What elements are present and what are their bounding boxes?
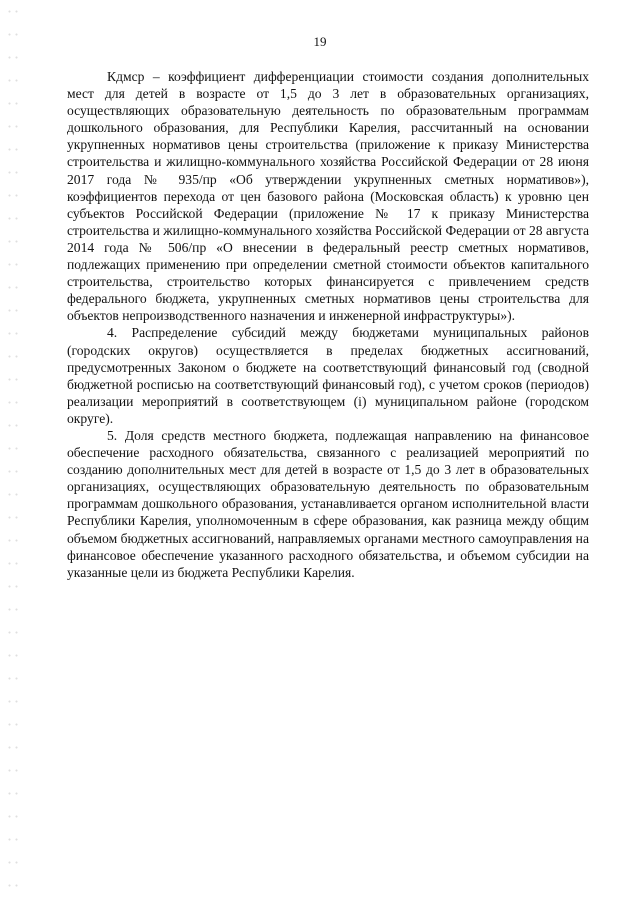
paragraph-item-5: 5. Доля средств местного бюджета, подлежащая направлению на финансовое обеспечение расходного обязательства, связанного с реализацией мероприятий по созданию дополнительных мест для детей в возрасте от 1,5 до 3 лет в образовательных организациях, осуществляющих образовательную деятельность по образовательным программам дошкольного образования, устанавливается органом исполнительной власти Республики Карелия, уполномоченным в сфере образования, как разница между общим объемом бюджетных ассигнований, направляемых органами местного самоуправления на финансовое обеспечение указанного расходного обязательства, и объемом субсидии на указанные цели из бюджета Республики Карелия. xyxy=(67,427,589,580)
page-number: 19 xyxy=(313,34,327,49)
scan-binding-edge xyxy=(6,0,20,905)
document-body xyxy=(67,68,589,581)
paragraph-coefficient-definition: Кдмср – коэффициент дифференциации стоимости создания дополнительных мест для детей в возрасте от 1,5 до 3 лет в образовательных организациях, осуществляющих образовательную деятельность по образовательным программам дошкольного образования, для Республики Карелия, рассчитанный на основании укрупненных нормативов цены строительства (приложение к приказу Министерства строительства и жилищно-коммунального хозяйства Российской Федерации от 28 июня 2017 года № 935/пр «Об утверждении укрупненных сметных нормативов»), коэффициентов перехода от цен базового района (Московская область) к уровню цен субъектов Российской Федерации (приложение № 17 к приказу Министерства строительства и жилищно-коммунального хозяйства Российской Федерации от 28 августа 2014 года № 506/пр «О внесении в федеральный реестр сметных нормативов, подлежащих применению при определении сметной стоимости объектов капитального строительства, строительство которых финансируется с привлечением средств федерального бюджета, укрупненных сметных нормативов цены строительства для объектов непроизводственного назначения и инженерной инфраструктуры»). xyxy=(67,69,589,324)
paragraph-item-4: 4. Распределение субсидий между бюджетами муниципальных районов (городских округов) осуществляется в пределах бюджетных ассигнований, предусмотренных Законом о бюджете на соответствующий финансовый год (сводной бюджетной росписью на соответствующий финансовый год), с учетом сроков (периодов) реализации мероприятий в соответствующем (i) муниципальном районе (городском округе). xyxy=(67,325,589,426)
